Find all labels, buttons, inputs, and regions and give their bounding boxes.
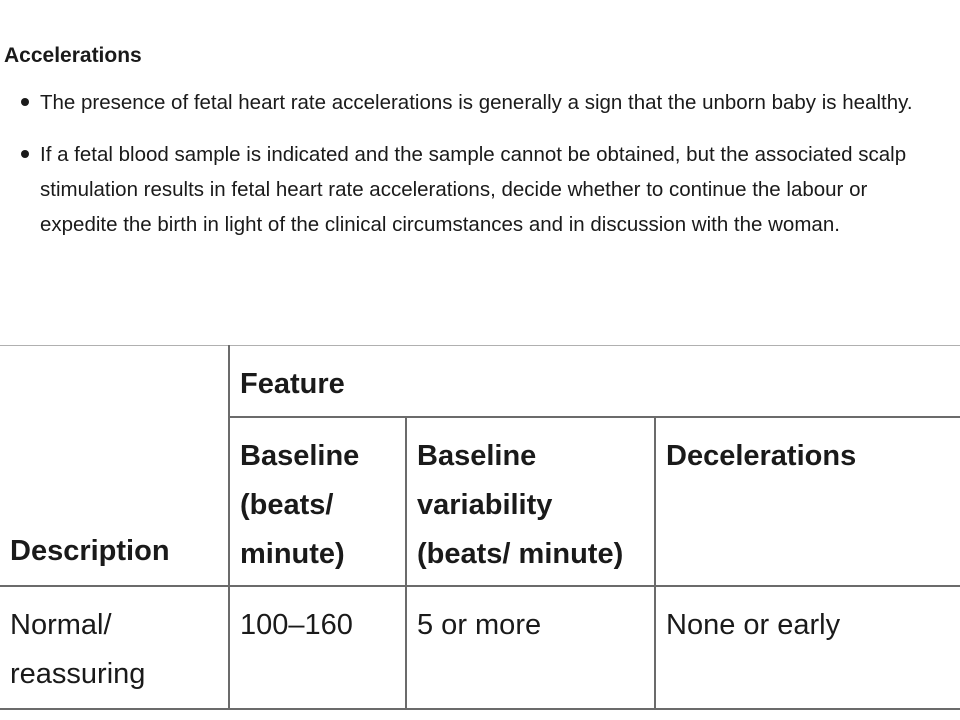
bullet-dot-icon [21,98,29,106]
bullet-item [0,85,960,120]
variability-value: 5 or more [417,609,542,641]
description-header [0,346,229,587]
column-header [229,417,406,586]
section-heading: Accelerations [4,44,142,67]
table-cell [229,586,406,709]
table-group-header-row [0,346,960,418]
column-header [655,417,960,586]
table-row [0,586,960,709]
bullet-dot-icon [21,150,29,158]
decelerations-value: None or early [666,609,841,641]
column-header [406,417,655,586]
bullet-list [0,85,960,259]
bullet-text: The presence of fetal heart rate accelerations is generally a sign that the unborn baby is healthy. [40,91,913,114]
column-header-label: Baseline (beats/ minute) [240,440,360,570]
column-header-label: Decelerations [666,440,857,472]
column-header-label: Baseline variability (beats/ minute) [417,440,624,570]
table-cell [655,586,960,709]
table-cell [0,586,229,709]
bullet-item [0,137,960,242]
row-description: Normal/ reassuring [10,609,146,690]
feature-header [229,346,960,418]
ctg-feature-table [0,345,960,710]
bullet-text: If a fetal blood sample is indicated and the sample cannot be obtained, but the associated scalp stimulation results in fetal heart rate accelerations, decide whether to continue the labour or expedite the birth in light of the clinical circumstances and in discussion with the woman. [40,143,907,236]
feature-header-label: Feature [240,368,345,400]
description-header-label: Description [10,535,170,567]
baseline-value: 100–160 [240,609,353,641]
table-cell [406,586,655,709]
